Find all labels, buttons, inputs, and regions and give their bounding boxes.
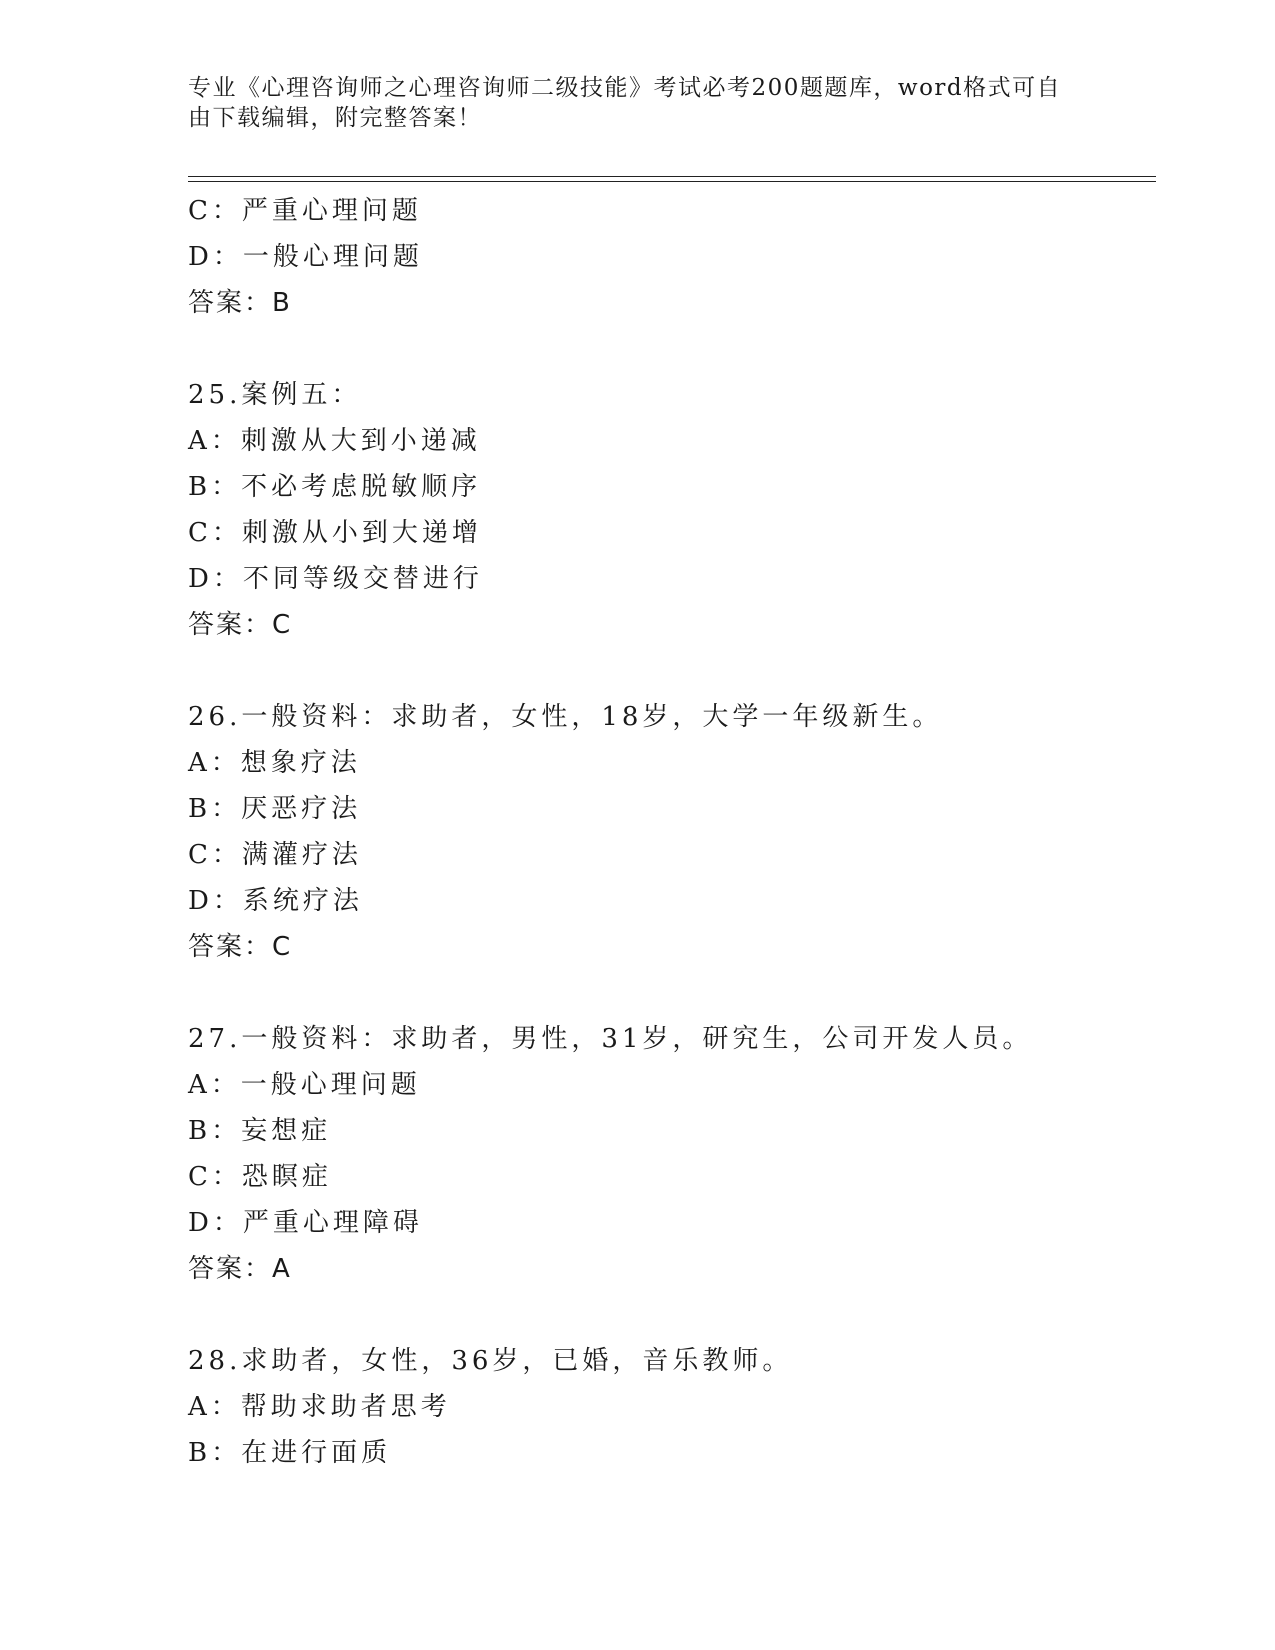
header-rule-top (188, 176, 1156, 177)
block-gap (188, 970, 1148, 1016)
option-d: D：不同等级交替进行 (188, 564, 483, 594)
block-gap (188, 648, 1148, 694)
question-25: 25.案例五： (188, 380, 362, 410)
option-b: B：不必考虑脱敏顺序 (188, 472, 482, 502)
document-header (188, 73, 1068, 133)
header-rule-bottom (188, 181, 1156, 182)
question-28: 28.求助者，女性，36岁，已婚，音乐教师。 (188, 1346, 793, 1376)
header-line-2: 由下载编辑，附完整答案！ (188, 105, 482, 131)
option-b: B：在进行面质 (188, 1438, 392, 1468)
option-c: C：恐瞑症 (188, 1162, 332, 1192)
option-a: A：刺激从大到小递减 (188, 426, 481, 456)
block-gap (188, 326, 1148, 372)
option-b: B：厌恶疗法 (188, 794, 362, 824)
block-gap (188, 1292, 1148, 1338)
answer-line: 答案：B (188, 288, 292, 318)
answer-line: 答案：A (188, 1254, 292, 1284)
question-list (188, 188, 1148, 1476)
option-d: D：系统疗法 (188, 886, 363, 916)
option-d: D：一般心理问题 (188, 242, 423, 272)
question-26: 26.一般资料：求助者，女性，18岁，大学一年级新生。 (188, 702, 943, 732)
option-c: C：满灌疗法 (188, 840, 362, 870)
header-line-1: 专业《心理咨询师之心理咨询师二级技能》考试必考200题题库，word格式可自 (188, 75, 1062, 101)
option-a: A：帮助求助者思考 (188, 1392, 451, 1422)
option-a: A：一般心理问题 (188, 1070, 421, 1100)
option-c: C：刺激从小到大递增 (188, 518, 482, 548)
option-c: C：严重心理问题 (188, 196, 422, 226)
answer-line: 答案：C (188, 610, 293, 640)
answer-line: 答案：C (188, 932, 293, 962)
option-b: B：妄想症 (188, 1116, 332, 1146)
question-27: 27.一般资料：求助者，男性，31岁，研究生，公司开发人员。 (188, 1024, 1033, 1054)
option-d: D：严重心理障碍 (188, 1208, 423, 1238)
option-a: A：想象疗法 (188, 748, 361, 778)
